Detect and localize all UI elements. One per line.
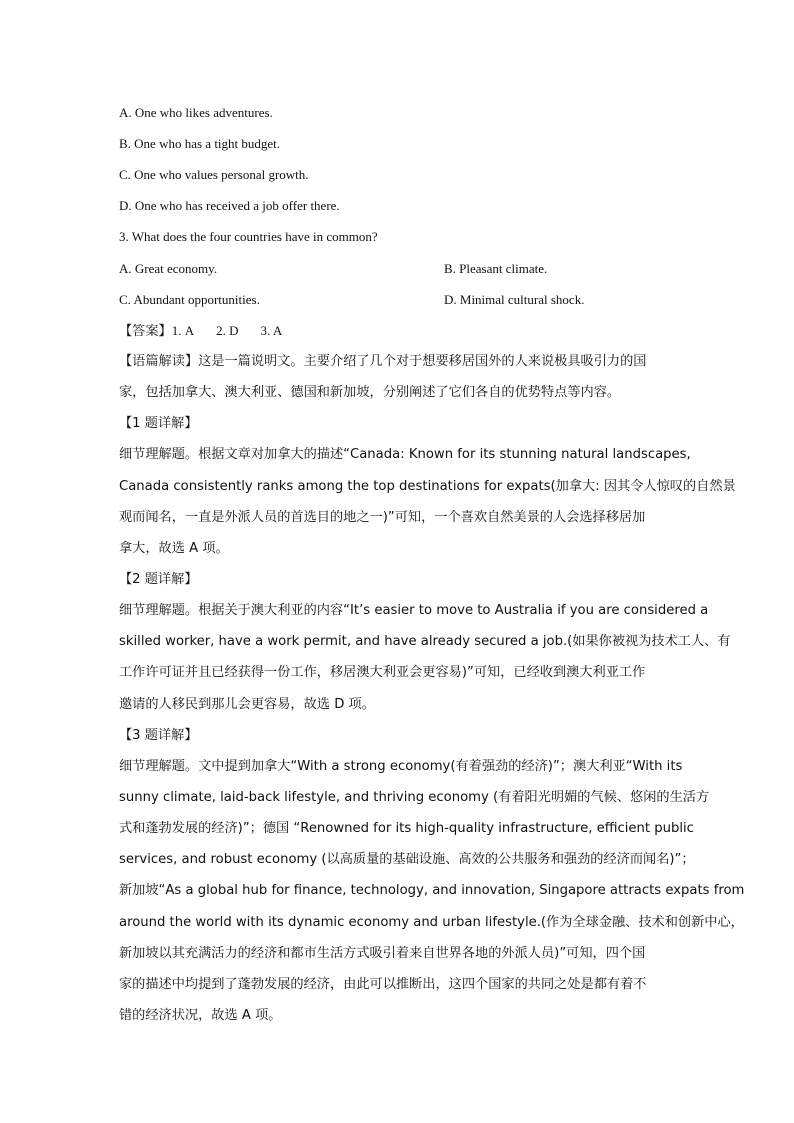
- answer-1: 1. A: [171, 323, 195, 338]
- q3-option-c: C. Abundant opportunities.: [119, 292, 260, 307]
- answer-line: [119, 322, 679, 341]
- q1-detail-line: Canada consistently ranks among the top destinations for expats(加拿大: 因其令人惊叹的自然景: [119, 479, 736, 494]
- passage-note-line-1: 【语篇解读】这是一篇说明文。主要介绍了几个对于想要移居国外的人来说极具吸引力的国: [119, 354, 647, 369]
- option-b: B. One who has a tight budget.: [119, 136, 281, 151]
- question-3: 3. What does the four countries have in common?: [119, 229, 378, 244]
- q3-detail-line: 错的经济状况，故选 A 项。: [119, 1008, 282, 1023]
- q3-detail-line: 式和蓬勃发展的经济)”；德国 “Renowned for its high-quality infrastructure, efficient public: [119, 821, 694, 836]
- q3-option-a: A. Great economy.: [119, 261, 218, 276]
- q3-detail-heading: 【3 题详解】: [119, 728, 198, 743]
- q3-detail-line: 细节理解题。文中提到加拿大“With a strong economy(有着强劲的经济)”；澳大利亚“With its: [119, 759, 683, 774]
- q3-detail-line: sunny climate, laid-back lifestyle, and thriving economy (有着阳光明媚的气候、悠闲的生活方: [119, 790, 710, 805]
- answer-3: 3. A: [260, 323, 283, 338]
- q2-detail-heading: 【2 题详解】: [119, 572, 198, 587]
- q1-detail-line: 细节理解题。根据文章对加拿大的描述“Canada: Known for its stunning natural landscapes,: [119, 447, 691, 462]
- q1-detail-line: 观而闻名，一直是外派人员的首选目的地之一)”可知，一个喜欢自然美景的人会选择移居加: [119, 510, 646, 525]
- q3-detail-line: 新加坡“As a global hub for finance, technology, and innovation, Singapore attracts expats from: [119, 883, 745, 898]
- q3-option-d: D. Minimal cultural shock.: [444, 292, 585, 307]
- answer-label: 【答案】: [119, 324, 172, 339]
- q3-detail-line: 家的描述中均提到了蓬勃发展的经济，由此可以推断出，这四个国家的共同之处是都有着不: [119, 977, 647, 992]
- option-d: D. One who has received a job offer there.: [119, 198, 340, 213]
- q3-detail-line: around the world with its dynamic economy and urban lifestyle.(作为全球金融、技术和创新中心，: [119, 915, 744, 930]
- q3-detail-line: 新加坡以其充满活力的经济和都市生活方式吸引着来自世界各地的外派人员)”可知，四个国: [119, 946, 646, 961]
- q2-detail-line: 细节理解题。根据关于澳大利亚的内容“It’s easier to move to Australia if you are considered a: [119, 603, 709, 618]
- q1-detail-line: 拿大，故选 A 项。: [119, 541, 229, 556]
- q2-detail-line: 工作许可证并且已经获得一份工作，移居澳大利亚会更容易)”可知，已经收到澳大利亚工作: [119, 665, 646, 680]
- q3-option-b: B. Pleasant climate.: [444, 261, 548, 276]
- option-c: C. One who values personal growth.: [119, 167, 309, 182]
- q2-detail-line: skilled worker, have a work permit, and have already secured a job.(如果你被视为技术工人、有: [119, 634, 731, 649]
- answer-2: 2. D: [216, 323, 239, 338]
- q3-detail-line: services, and robust economy (以高质量的基础设施、高效的公共服务和强劲的经济而闻名)”；: [119, 852, 695, 867]
- passage-note-line-2: 家，包括加拿大、澳大利亚、德国和新加坡，分别阐述了它们各自的优势特点等内容。: [119, 385, 621, 400]
- q1-detail-heading: 【1 题详解】: [119, 416, 198, 431]
- option-a: A. One who likes adventures.: [119, 105, 273, 120]
- q2-detail-line: 邀请的人移民到那儿会更容易，故选 D 项。: [119, 697, 375, 712]
